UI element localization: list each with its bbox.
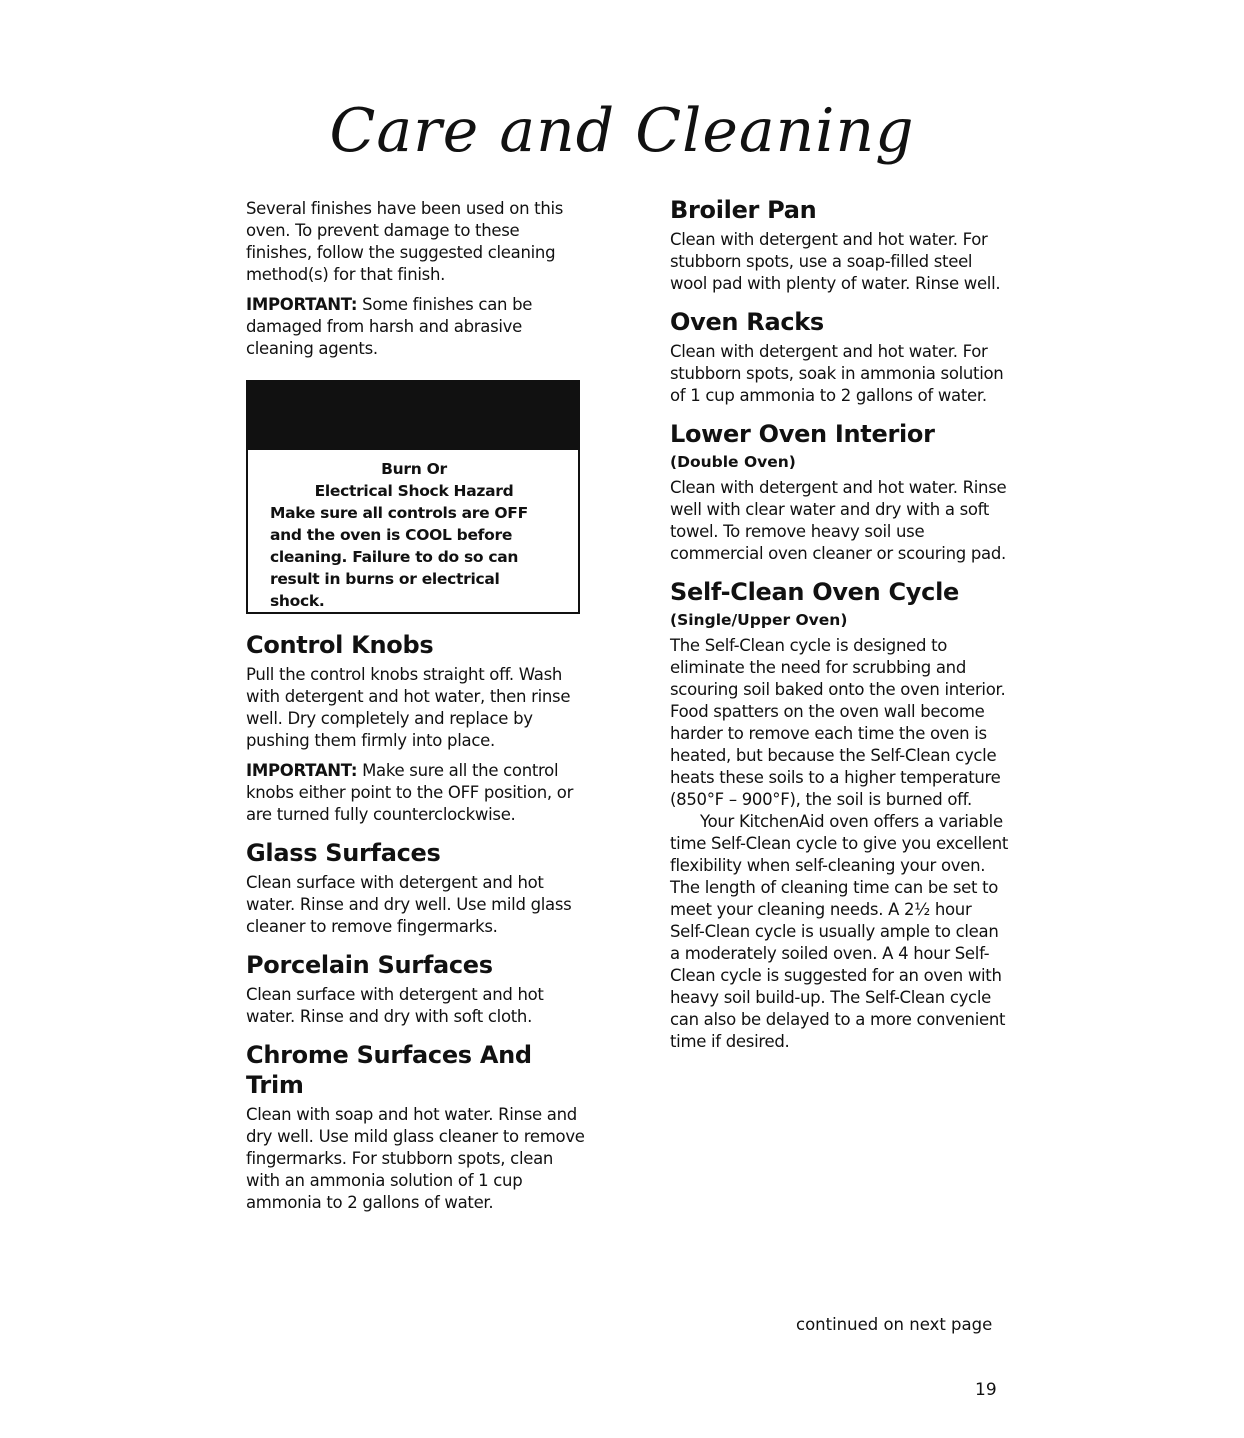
glass-surfaces-text: Clean surface with detergent and hot water. Rinse and dry well. Use mild glass cleaner to remove fingermarks.	[246, 873, 572, 936]
chrome-surfaces-heading: Chrome Surfaces And Trim	[246, 1041, 532, 1099]
oven-racks-heading: Oven Racks	[670, 308, 824, 336]
important-label: IMPORTANT:	[246, 761, 358, 780]
self-clean-text-2: Your KitchenAid oven offers a variable time Self-Clean cycle to give you excellent flexibility when self-cleaning your oven. The length of cleaning time can be set to meet your cleaning needs. A 2½ hour Self-Clean cycle is usually ample to clean a moderately soiled oven. A 4 hour Self-Clean cycle is suggested for an oven with heavy soil build-up. The Self-Clean cycle can also be delayed to a more convenient time if desired.	[670, 812, 1009, 1051]
self-clean-heading: Self-Clean Oven Cycle	[670, 578, 959, 606]
warning-header-bar	[248, 382, 578, 450]
warning-body	[248, 450, 578, 612]
continued-note: continued on next page	[796, 1315, 993, 1334]
intro-section	[246, 198, 586, 368]
self-clean-text-1: The Self-Clean cycle is designed to eliminate the need for scrubbing and scouring soil baked onto the oven interior. Food spatters on the oven wall become harder to remove each time the oven is heated, but because the Self-Clean cycle heats these soils to a higher temperature (850°F – 900°F), the soil is burned off.	[670, 636, 1006, 809]
right-sections	[670, 195, 1010, 1061]
lower-oven-subheading: (Double Oven)	[670, 453, 796, 471]
important-text: Make sure all the control knobs either point to the OFF position, or are turned fully counterclockwise.	[246, 761, 574, 824]
warning-text: Make sure all controls are OFF and the oven is COOL before cleaning. Failure to do so can result in burns or electrical shock.	[270, 504, 528, 610]
intro-important	[246, 294, 586, 360]
warning-title-line1: Burn Or	[381, 460, 447, 478]
oven-racks-text: Clean with detergent and hot water. For stubborn spots, soak in ammonia solution of 1 cup ammonia to 2 gallons of water.	[670, 342, 1004, 405]
warning-title-line2: Electrical Shock Hazard	[314, 482, 514, 500]
warning-box	[246, 380, 580, 614]
control-knobs-text: Pull the control knobs straight off. Wash with detergent and hot water, then rinse well. Dry completely and replace by pushing them firmly into place.	[246, 665, 571, 750]
lower-oven-heading: Lower Oven Interior	[670, 420, 935, 448]
porcelain-surfaces-heading: Porcelain Surfaces	[246, 951, 493, 979]
broiler-pan-heading: Broiler Pan	[670, 196, 817, 224]
lower-oven-text: Clean with detergent and hot water. Rinse well with clear water and dry with a soft towel. To remove heavy soil use commercial oven cleaner or scouring pad.	[670, 478, 1007, 563]
control-knobs-heading: Control Knobs	[246, 631, 434, 659]
important-text: Some finishes can be damaged from harsh and abrasive cleaning agents.	[246, 295, 533, 358]
porcelain-surfaces-text: Clean surface with detergent and hot water. Rinse and dry with soft cloth.	[246, 985, 544, 1026]
left-sections	[246, 630, 586, 1222]
chrome-surfaces-text: Clean with soap and hot water. Rinse and dry well. Use mild glass cleaner to remove fingermarks. For stubborn spots, clean with an ammonia solution of 1 cup ammonia to 2 gallons of water.	[246, 1105, 585, 1212]
control-knobs-important	[246, 760, 586, 826]
self-clean-subheading: (Single/Upper Oven)	[670, 611, 848, 629]
page-title: Care and Cleaning	[329, 96, 915, 166]
glass-surfaces-heading: Glass Surfaces	[246, 839, 441, 867]
broiler-pan-text: Clean with detergent and hot water. For stubborn spots, use a soap-filled steel wool pad with plenty of water. Rinse well.	[670, 230, 1001, 293]
page-number: 19	[975, 1380, 997, 1400]
intro-text: Several finishes have been used on this oven. To prevent damage to these finishes, follow the suggested cleaning method(s) for that finish.	[246, 199, 564, 284]
important-label: IMPORTANT:	[246, 295, 358, 314]
